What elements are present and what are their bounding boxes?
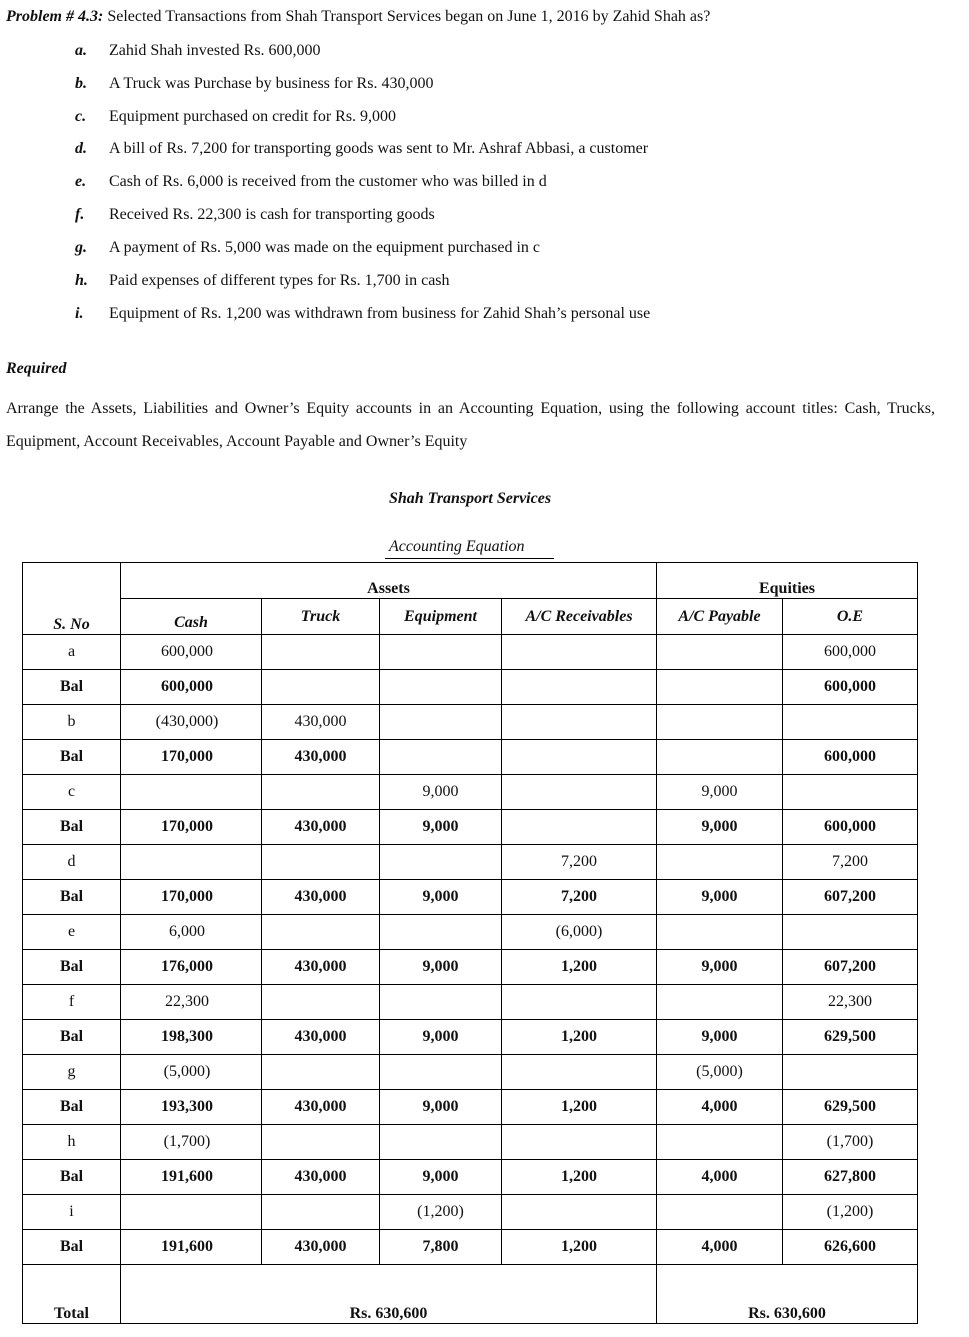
- cell-equipment: 9,000: [380, 1160, 502, 1195]
- company-title: Shah Transport Services: [388, 490, 552, 507]
- cell-owners-equity: [783, 915, 918, 950]
- cell-cash: 170,000: [121, 740, 262, 775]
- cell-sno: Bal: [23, 1090, 121, 1125]
- transaction-letter: c.: [75, 108, 87, 125]
- cell-receivables: 1,200: [502, 1230, 657, 1265]
- cell-receivables: [502, 985, 657, 1020]
- cell-cash: 600,000: [121, 670, 262, 705]
- cell-payable: 4,000: [657, 1090, 783, 1125]
- cell-payable: 4,000: [657, 1160, 783, 1195]
- column-header-receivables: A/C Receivables: [502, 599, 657, 635]
- cell-truck: [262, 985, 380, 1020]
- column-header-row: [23, 599, 918, 635]
- transaction-letter: i.: [75, 305, 84, 322]
- cell-payable: 9,000: [657, 950, 783, 985]
- assets-total: Rs. 630,600: [121, 1265, 657, 1324]
- equities-total: Rs. 630,600: [657, 1265, 918, 1324]
- problem-statement: [6, 8, 710, 26]
- cell-equipment: 9,000: [380, 1020, 502, 1055]
- cell-truck: 430,000: [262, 1020, 380, 1055]
- column-header-cash: Cash: [121, 599, 262, 635]
- cell-owners-equity: 607,200: [783, 880, 918, 915]
- cell-receivables: [502, 705, 657, 740]
- total-label: Total: [23, 1265, 121, 1324]
- cell-truck: 430,000: [262, 950, 380, 985]
- cell-receivables: (6,000): [502, 915, 657, 950]
- cell-cash: 176,000: [121, 950, 262, 985]
- column-header-truck: Truck: [262, 599, 380, 635]
- balance-row: [23, 1020, 918, 1055]
- cell-truck: [262, 775, 380, 810]
- cell-owners-equity: [783, 705, 918, 740]
- cell-sno: Bal: [23, 740, 121, 775]
- assets-group-header: Assets: [121, 563, 657, 599]
- cell-receivables: 1,200: [502, 950, 657, 985]
- cell-owners-equity: [783, 1055, 918, 1090]
- total-row: [23, 1265, 918, 1324]
- balance-row: [23, 810, 918, 845]
- cell-receivables: 7,200: [502, 880, 657, 915]
- transaction-text: Equipment of Rs. 1,200 was withdrawn from business for Zahid Shah’s personal use: [109, 305, 651, 322]
- cell-truck: [262, 635, 380, 670]
- transaction-text: Cash of Rs. 6,000 is received from the customer who was billed in d: [109, 173, 547, 190]
- cell-payable: [657, 1125, 783, 1160]
- cell-sno: Bal: [23, 1160, 121, 1195]
- cell-receivables: [502, 635, 657, 670]
- cell-payable: 9,000: [657, 810, 783, 845]
- cell-sno: g: [23, 1055, 121, 1090]
- cell-owners-equity: 600,000: [783, 635, 918, 670]
- balance-row: [23, 1090, 918, 1125]
- cell-receivables: 1,200: [502, 1020, 657, 1055]
- cell-payable: [657, 740, 783, 775]
- cell-cash: [121, 1195, 262, 1230]
- cell-payable: 9,000: [657, 1020, 783, 1055]
- balance-row: [23, 1160, 918, 1195]
- cell-truck: 430,000: [262, 1230, 380, 1265]
- cell-owners-equity: [783, 775, 918, 810]
- cell-truck: [262, 1125, 380, 1160]
- cell-sno: c: [23, 775, 121, 810]
- cell-receivables: [502, 775, 657, 810]
- cell-truck: [262, 915, 380, 950]
- cell-payable: [657, 670, 783, 705]
- transaction-text: Received Rs. 22,300 is cash for transporting goods: [109, 206, 435, 223]
- cell-owners-equity: 22,300: [783, 985, 918, 1020]
- cell-equipment: [380, 985, 502, 1020]
- cell-receivables: [502, 1125, 657, 1160]
- column-header-equipment: Equipment: [380, 599, 502, 635]
- required-instructions: Arrange the Assets, Liabilities and Owner’s Equity accounts in an Accounting Equation, using the following account titles: Cash, Trucks, Equipment, Account Receivables, Account Payable and Owner’s Equity: [6, 400, 935, 450]
- problem-label: Problem # 4.3:: [6, 8, 104, 25]
- cell-equipment: 9,000: [380, 950, 502, 985]
- cell-equipment: (1,200): [380, 1195, 502, 1230]
- transaction-letter: d.: [75, 140, 87, 157]
- cell-cash: (1,700): [121, 1125, 262, 1160]
- cell-equipment: [380, 635, 502, 670]
- balance-row: [23, 950, 918, 985]
- cell-truck: 430,000: [262, 880, 380, 915]
- cell-truck: 430,000: [262, 705, 380, 740]
- cell-receivables: [502, 670, 657, 705]
- cell-payable: [657, 845, 783, 880]
- transaction-row: [23, 915, 918, 950]
- cell-truck: [262, 1055, 380, 1090]
- cell-equipment: [380, 1125, 502, 1160]
- cell-truck: 430,000: [262, 1090, 380, 1125]
- cell-owners-equity: 607,200: [783, 950, 918, 985]
- cell-receivables: [502, 810, 657, 845]
- cell-owners-equity: 626,600: [783, 1230, 918, 1265]
- transaction-row: [23, 705, 918, 740]
- balance-row: [23, 740, 918, 775]
- cell-equipment: [380, 705, 502, 740]
- cell-cash: (430,000): [121, 705, 262, 740]
- cell-equipment: [380, 670, 502, 705]
- cell-payable: (5,000): [657, 1055, 783, 1090]
- cell-equipment: [380, 845, 502, 880]
- cell-owners-equity: 7,200: [783, 845, 918, 880]
- cell-sno: Bal: [23, 950, 121, 985]
- transaction-text: A bill of Rs. 7,200 for transporting goods was sent to Mr. Ashraf Abbasi, a customer: [109, 140, 649, 157]
- cell-payable: 9,000: [657, 880, 783, 915]
- transaction-row: [23, 635, 918, 670]
- transaction-row: [23, 985, 918, 1020]
- cell-owners-equity: (1,200): [783, 1195, 918, 1230]
- cell-cash: 198,300: [121, 1020, 262, 1055]
- cell-truck: 430,000: [262, 740, 380, 775]
- cell-receivables: [502, 1055, 657, 1090]
- cell-payable: 9,000: [657, 775, 783, 810]
- transaction-row: [23, 1195, 918, 1230]
- cell-owners-equity: 629,500: [783, 1090, 918, 1125]
- cell-cash: 170,000: [121, 880, 262, 915]
- transaction-row: [23, 1125, 918, 1160]
- cell-receivables: [502, 1195, 657, 1230]
- balance-row: [23, 1230, 918, 1265]
- transaction-text: A payment of Rs. 5,000 was made on the equipment purchased in c: [109, 239, 541, 256]
- cell-equipment: 9,000: [380, 810, 502, 845]
- cell-sno: Bal: [23, 1020, 121, 1055]
- transaction-letter: h.: [75, 272, 88, 289]
- cell-sno: b: [23, 705, 121, 740]
- cell-sno: d: [23, 845, 121, 880]
- cell-payable: [657, 705, 783, 740]
- accounting-equation-table: [22, 562, 918, 1324]
- transaction-text: Equipment purchased on credit for Rs. 9,000: [109, 108, 397, 125]
- cell-sno: Bal: [23, 670, 121, 705]
- transaction-letter: g.: [75, 239, 87, 256]
- group-header-row: [23, 563, 918, 599]
- cell-sno: Bal: [23, 880, 121, 915]
- cell-cash: 193,300: [121, 1090, 262, 1125]
- transaction-row: [23, 775, 918, 810]
- cell-owners-equity: 600,000: [783, 810, 918, 845]
- cell-sno: a: [23, 635, 121, 670]
- transaction-letter: b.: [75, 75, 87, 92]
- cell-receivables: 1,200: [502, 1160, 657, 1195]
- cell-cash: 191,600: [121, 1230, 262, 1265]
- required-heading: Required: [6, 360, 67, 377]
- cell-equipment: 9,000: [380, 775, 502, 810]
- cell-sno: h: [23, 1125, 121, 1160]
- cell-cash: [121, 845, 262, 880]
- transaction-letter: f.: [75, 206, 85, 223]
- cell-cash: (5,000): [121, 1055, 262, 1090]
- cell-truck: [262, 845, 380, 880]
- cell-truck: [262, 1195, 380, 1230]
- cell-sno: f: [23, 985, 121, 1020]
- transaction-letter: a.: [75, 42, 87, 59]
- cell-sno: i: [23, 1195, 121, 1230]
- cell-truck: 430,000: [262, 810, 380, 845]
- cell-owners-equity: 627,800: [783, 1160, 918, 1195]
- cell-sno: e: [23, 915, 121, 950]
- cell-sno: Bal: [23, 810, 121, 845]
- problem-text: Selected Transactions from Shah Transport Services began on June 1, 2016 by Zahid Shah as?: [107, 8, 711, 25]
- column-header-owners-equity: O.E: [783, 599, 918, 635]
- balance-row: [23, 880, 918, 915]
- cell-equipment: 7,800: [380, 1230, 502, 1265]
- cell-cash: 22,300: [121, 985, 262, 1020]
- cell-cash: 6,000: [121, 915, 262, 950]
- column-header-sno: S. No: [23, 599, 121, 635]
- cell-equipment: [380, 1055, 502, 1090]
- cell-equipment: 9,000: [380, 880, 502, 915]
- cell-owners-equity: 600,000: [783, 670, 918, 705]
- cell-equipment: [380, 740, 502, 775]
- cell-cash: 600,000: [121, 635, 262, 670]
- cell-owners-equity: 629,500: [783, 1020, 918, 1055]
- cell-payable: [657, 1195, 783, 1230]
- column-header-payable: A/C Payable: [657, 599, 783, 635]
- cell-owners-equity: (1,700): [783, 1125, 918, 1160]
- cell-sno: Bal: [23, 1230, 121, 1265]
- cell-truck: [262, 670, 380, 705]
- equation-title: Accounting Equation: [389, 538, 525, 555]
- equation-title-underline: [385, 558, 554, 559]
- cell-cash: 191,600: [121, 1160, 262, 1195]
- transaction-row: [23, 845, 918, 880]
- cell-payable: [657, 985, 783, 1020]
- cell-receivables: 1,200: [502, 1090, 657, 1125]
- balance-row: [23, 670, 918, 705]
- cell-receivables: 7,200: [502, 845, 657, 880]
- sno-header-blank: [23, 563, 121, 599]
- transaction-text: Zahid Shah invested Rs. 600,000: [109, 42, 321, 59]
- transaction-letter: e.: [75, 173, 87, 190]
- transaction-text: A Truck was Purchase by business for Rs. 430,000: [109, 75, 434, 92]
- cell-cash: 170,000: [121, 810, 262, 845]
- transaction-text: Paid expenses of different types for Rs. 1,700 in cash: [109, 272, 450, 289]
- cell-cash: [121, 775, 262, 810]
- cell-receivables: [502, 740, 657, 775]
- cell-payable: 4,000: [657, 1230, 783, 1265]
- equities-group-header: Equities: [657, 563, 918, 599]
- cell-payable: [657, 635, 783, 670]
- cell-equipment: 9,000: [380, 1090, 502, 1125]
- transaction-row: [23, 1055, 918, 1090]
- cell-truck: 430,000: [262, 1160, 380, 1195]
- cell-payable: [657, 915, 783, 950]
- cell-owners-equity: 600,000: [783, 740, 918, 775]
- cell-equipment: [380, 915, 502, 950]
